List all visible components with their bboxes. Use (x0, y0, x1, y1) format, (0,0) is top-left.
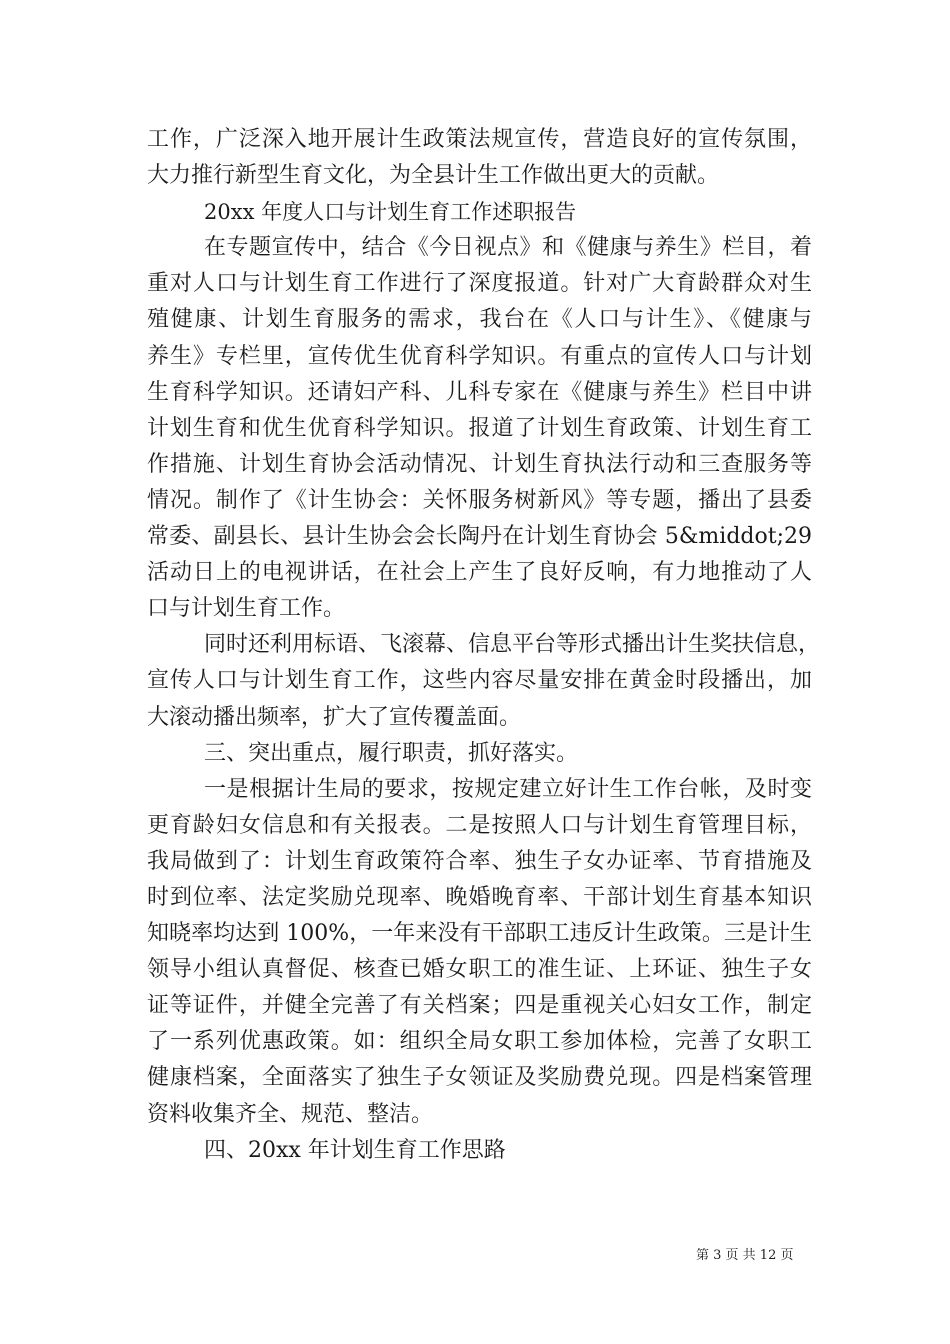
text-line: 知晓率均达到 100%，一年来没有干部职工违反计生政策。三是计生 (147, 921, 812, 947)
text-line: 殖健康、计划生育服务的需求，我台在《人口与计生》、《健康与 (147, 307, 812, 333)
text-line: 健康档案，全面落实了独生子女领证及奖励费兑现。四是档案管理 (147, 1065, 812, 1091)
text-line: 时到位率、法定奖励兑现率、晚婚晚育率、干部计划生育基本知识 (147, 884, 812, 910)
text-line: 证等证件，并健全完善了有关档案；四是重视关心妇女工作，制定 (147, 993, 812, 1019)
page-number-footer: 第 3 页 共 12 页 (696, 1248, 794, 1263)
text-line: 在专题宣传中，结合《今日视点》和《健康与养生》栏目，着 (204, 235, 812, 261)
text-line: 一是根据计生局的要求，按规定建立好计生工作台帐，及时变 (204, 776, 812, 802)
section-heading: 四、20xx 年计划生育工作思路 (204, 1137, 506, 1163)
text-line: 大力推行新型生育文化，为全县计生工作做出更大的贡献。 (147, 163, 720, 189)
text-line: 重对人口与计划生育工作进行了深度报道。针对广大育龄群众对生 (147, 271, 812, 297)
document-body (147, 122, 821, 1169)
text-line: 生育科学知识。还请妇产科、儿科专家在《健康与养生》栏目中讲 (147, 379, 812, 405)
text-line: 宣传人口与计划生育工作，这些内容尽量安排在黄金时段播出，加 (147, 668, 812, 694)
text-line: 资料收集齐全、规范、整洁。 (147, 1101, 434, 1127)
text-line: 我局做到了：计划生育政策符合率、独生子女办证率、节育措施及 (147, 848, 812, 874)
text-line: 养生》专栏里，宣传优生优育科学知识。有重点的宣传人口与计划 (147, 343, 812, 369)
text-line: 大滚动播出频率，扩大了宣传覆盖面。 (147, 704, 522, 730)
section-heading: 三、突出重点，履行职责，抓好落实。 (204, 740, 579, 766)
text-line: 常委、副县长、县计生协会会长陶丹在计划生育协会 5&middot;29 (147, 524, 812, 550)
text-line: 工作，广泛深入地开展计生政策法规宣传，营造良好的宣传氛围， (147, 127, 812, 152)
text-line: 计划生育和优生优育科学知识。报道了计划生育政策、计划生育工 (147, 415, 812, 441)
text-line: 情况。制作了《计生协会：关怀服务树新风》等专题，播出了县委 (147, 487, 812, 513)
text-line: 更育龄妇女信息和有关报表。二是按照人口与计划生育管理目标， (147, 812, 812, 838)
section-title: 20xx 年度人口与计划生育工作述职报告 (204, 200, 577, 225)
text-line: 了一系列优惠政策。如：组织全局女职工参加体检，完善了女职工 (147, 1029, 812, 1055)
text-line: 作措施、计划生育协会活动情况、计划生育执法行动和三查服务等 (147, 451, 812, 477)
text-line: 活动日上的电视讲话，在社会上产生了良好反响，有力地推动了人 (147, 560, 812, 586)
text-line: 领导小组认真督促、核查已婚女职工的准生证、上环证、独生子女 (147, 957, 812, 983)
text-line: 同时还利用标语、飞滚幕、信息平台等形式播出计生奖扶信息， (204, 632, 821, 658)
text-line: 口与计划生育工作。 (147, 596, 346, 622)
